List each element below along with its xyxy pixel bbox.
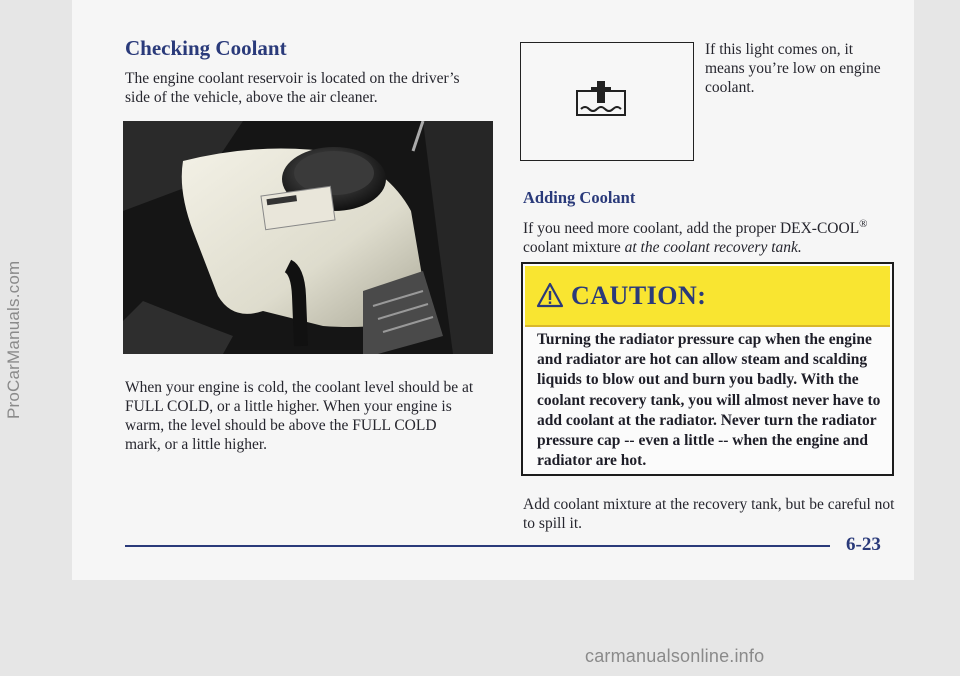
caution-title: CAUTION: (571, 281, 707, 310)
reservoir-illustration (123, 121, 493, 354)
coolant-level-paragraph: When your engine is cold, the coolant level should be at FULL COLD, or a little higher. When your engine is warm, the level should be above the FULL COLD mark, or a little higher. (125, 379, 474, 453)
side-watermark: ProCarManuals.com (4, 260, 23, 420)
footer-rule (125, 545, 830, 547)
warning-light-box (520, 42, 694, 161)
registered-mark: ® (859, 218, 868, 230)
warning-light-paragraph: If this light comes on, it means you’re low on engine coolant. (705, 41, 881, 96)
coolant-temperature-warning-icon (571, 79, 631, 119)
intro-paragraph: The engine coolant reservoir is located on the driver’s side of the vehicle, above the air cleaner. (125, 70, 460, 106)
adding-text-plain: coolant mixture (523, 239, 625, 257)
coolant-reservoir-photo (123, 121, 493, 354)
caution-body: Turning the radiator pressure cap when the engine and radiator are hot can allow steam and scalding liquids to blow out and burn you badly. With the coolant recovery tank, you will almost never have to add coolant at the radiator. Never turn the radiator pressure cap -- even a little -- when the engine and radiator are hot. (537, 331, 881, 470)
page-number: 6-23 (846, 534, 881, 555)
caution-box (521, 262, 894, 476)
adding-coolant-paragraph (523, 215, 903, 257)
caution-header (525, 266, 890, 327)
warning-triangle-icon (536, 282, 564, 308)
closing-paragraph: Add coolant mixture at the recovery tank, but be careful not to spill it. (523, 496, 895, 532)
bottom-watermark: carmanualsonline.info (585, 646, 765, 666)
adding-text-prefix: If you need more coolant, add the proper DEX-COOL (523, 220, 860, 238)
adding-coolant-heading: Adding Coolant (523, 188, 636, 207)
section-title: Checking Coolant (125, 36, 287, 60)
adding-text-italic: at the coolant recovery tank. (624, 239, 802, 257)
